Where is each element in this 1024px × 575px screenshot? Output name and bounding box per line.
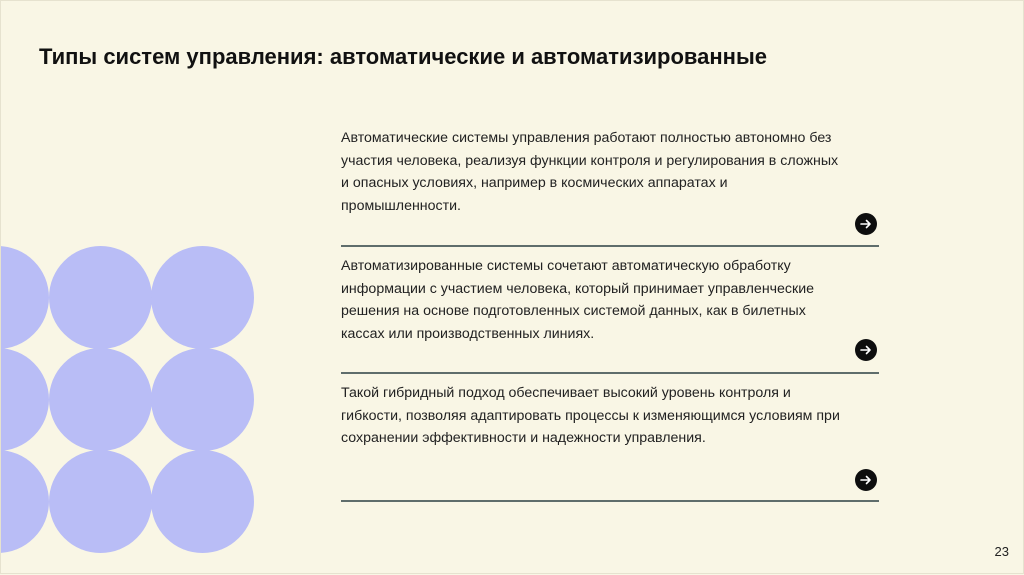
divider	[341, 245, 879, 247]
slide-title: Типы систем управления: автоматические и автоматизированные	[39, 44, 767, 69]
arrow-right-icon	[859, 217, 873, 231]
decorative-circle	[49, 348, 152, 451]
arrow-right-icon	[859, 343, 873, 357]
arrow-right-icon	[859, 473, 873, 487]
divider	[341, 372, 879, 374]
arrow-right-button[interactable]	[855, 339, 877, 361]
divider	[341, 500, 879, 502]
page-number: 23	[994, 544, 1009, 559]
item-text: Автоматические системы управления работают полностью автономно без участия человека, реализуя функции контроля и регулирования в сложных и опасных условиях, например в космических аппаратах и промышленности.	[341, 130, 839, 214]
list-item	[341, 255, 879, 345]
arrow-right-button[interactable]	[855, 469, 877, 491]
decorative-circle	[1, 348, 49, 451]
decorative-circle	[151, 450, 254, 553]
item-text: Такой гибридный подход обеспечивает высокий уровень контроля и гибкости, позволяя адаптировать процессы к изменяющимся условиям при сохранении эффективности и надежности управления.	[341, 385, 840, 446]
decorative-circle	[1, 450, 49, 553]
decorative-circle	[49, 246, 152, 349]
arrow-right-button[interactable]	[855, 213, 877, 235]
item-text: Автоматизированные системы сочетают автоматическую обработку информации с участием человека, который принимает управленческие решения на основе подготовленных системой данных, как в билетных кассах или производственных линиях.	[341, 258, 815, 342]
decorative-circle	[151, 348, 254, 451]
decorative-circles	[1, 1, 261, 575]
list-item	[341, 382, 879, 450]
decorative-circle	[49, 450, 152, 553]
decorative-circle	[151, 246, 254, 349]
decorative-circle	[1, 246, 49, 349]
list-item	[341, 127, 879, 217]
